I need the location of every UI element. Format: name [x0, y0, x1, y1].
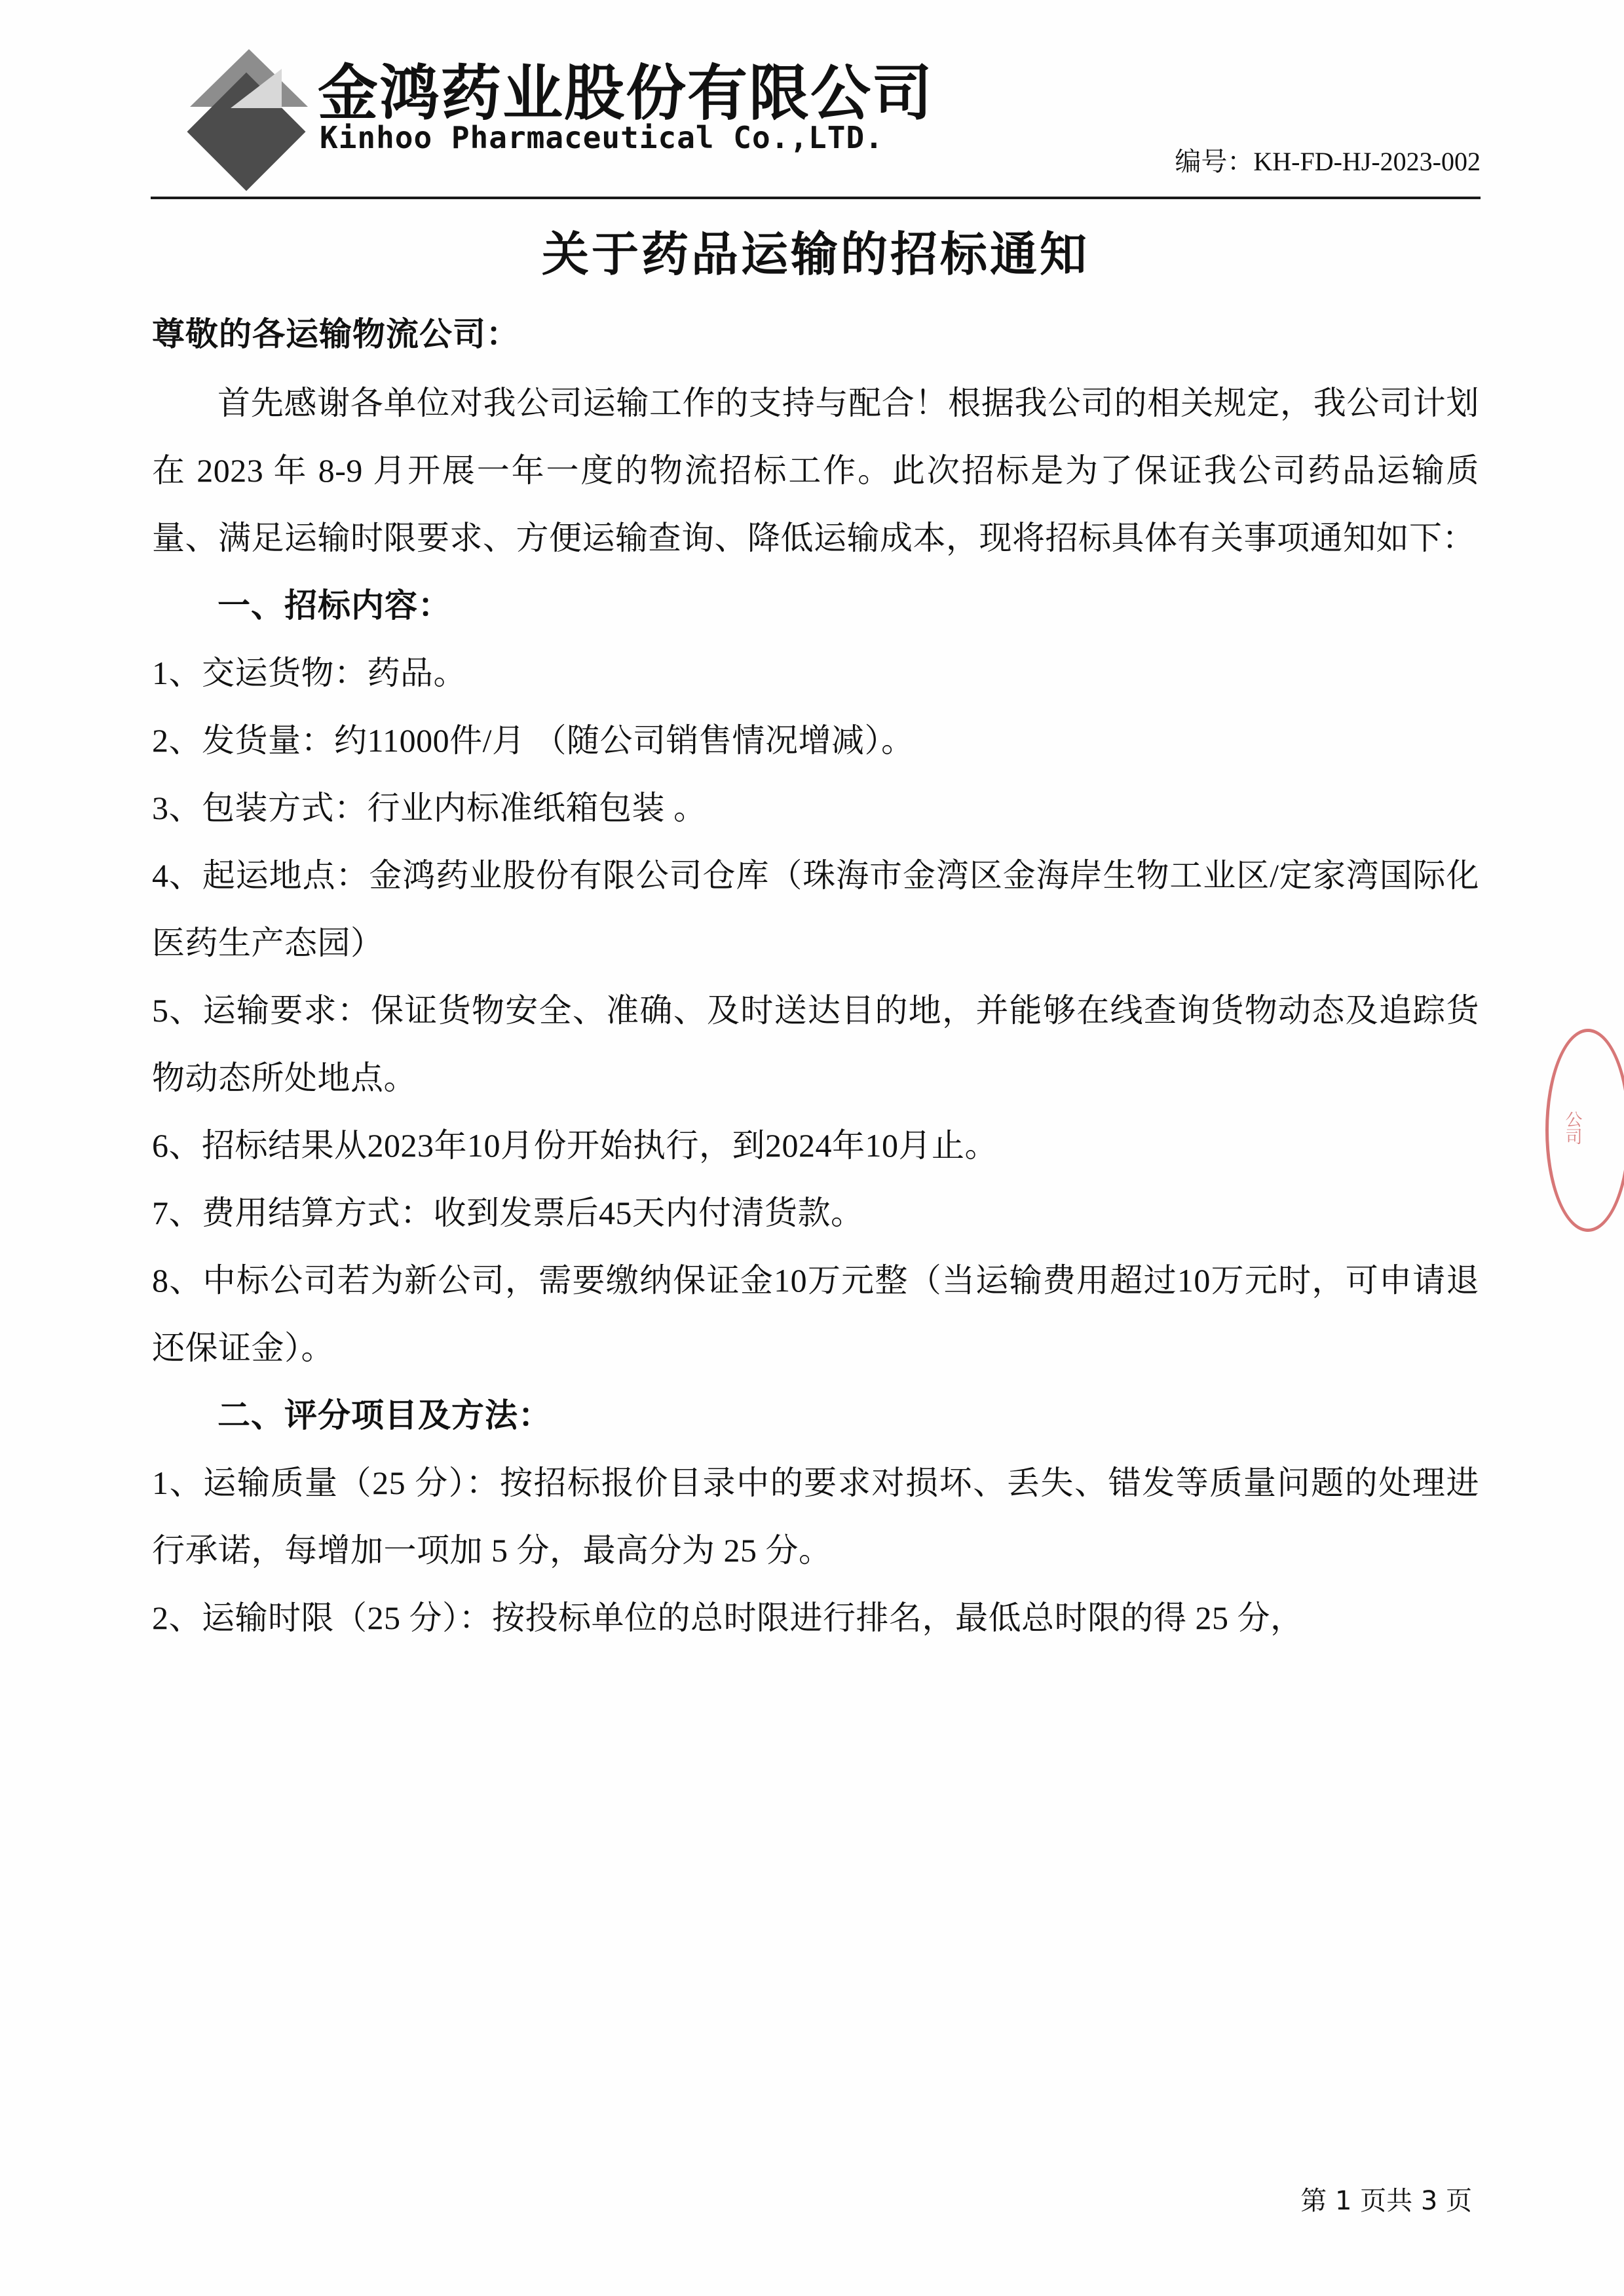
- letterhead: [151, 36, 1481, 187]
- company-name-en: Kinhoo Pharmaceutical Co.,LTD.: [320, 120, 884, 155]
- page-footer: 第 1 页共 3 页: [1300, 2186, 1472, 2216]
- company-logo-icon: [190, 49, 308, 174]
- salutation: 尊敬的各运输物流公司：: [152, 315, 519, 353]
- document-body: [152, 308, 1479, 1652]
- document-number: 编号：KH-FD-HJ-2023-002: [1175, 147, 1481, 176]
- stamp-text: 公司: [1562, 1111, 1582, 1145]
- section-1-item-2: 2、发货量：约11000件/月 （随公司销售情况增减）。: [152, 722, 915, 759]
- section-1-item-3: 3、包装方式：行业内标准纸箱包装 。: [152, 790, 707, 826]
- section-1-item-7: 7、费用结算方式：收到发票后45天内付清货款。: [152, 1195, 864, 1231]
- section-2-item-1: 1、运输质量（25 分）：按招标报价目录中的要求对损坏、丢失、错发等质量问题的处理进行承诺，每增加一项加 5 分，最高分为 25 分。: [152, 1464, 1479, 1569]
- section-heading-1: 一、招标内容：: [217, 586, 451, 624]
- section-1-item-1: 1、交运货物：药品。: [152, 655, 466, 691]
- page-title: 关于药品运输的招标通知: [541, 227, 1089, 282]
- intro-paragraph: 首先感谢各单位对我公司运输工作的支持与配合！根据我公司的相关规定，我公司计划在 2023 年 8-9 月开展一年一度的物流招标工作。此次招标是为了保证我公司药品运输质量、满足运输时限要求、方便运输查询、降低运输成本，现将招标具体有关事项通知如下：: [152, 385, 1479, 556]
- section-heading-2: 二、评分项目及方法：: [217, 1396, 552, 1434]
- section-1-item-8: 8、中标公司若为新公司，需要缴纳保证金10万元整（当运输费用超过10万元时，可申请退还保证金）。: [152, 1262, 1479, 1366]
- company-name-cn: 金鸿药业股份有限公司: [318, 58, 934, 128]
- section-1-item-5: 5、运输要求：保证货物安全、准确、及时送达目的地，并能够在线查询货物动态及追踪货物动态所处地点。: [152, 992, 1479, 1096]
- section-1-item-4: 4、起运地点：金鸿药业股份有限公司仓库（珠海市金湾区金海岸生物工业区/定家湾国际化医药生产态园）: [152, 857, 1479, 961]
- header-divider: [151, 197, 1481, 199]
- section-2-item-2: 2、运输时限（25 分）：按投标单位的总时限进行排名，最低总时限的得 25 分，: [152, 1599, 1304, 1636]
- section-1-item-6: 6、招标结果从2023年10月份开始执行，到2024年10月止。: [152, 1127, 998, 1164]
- company-stamp-fragment-icon: [1545, 1029, 1624, 1232]
